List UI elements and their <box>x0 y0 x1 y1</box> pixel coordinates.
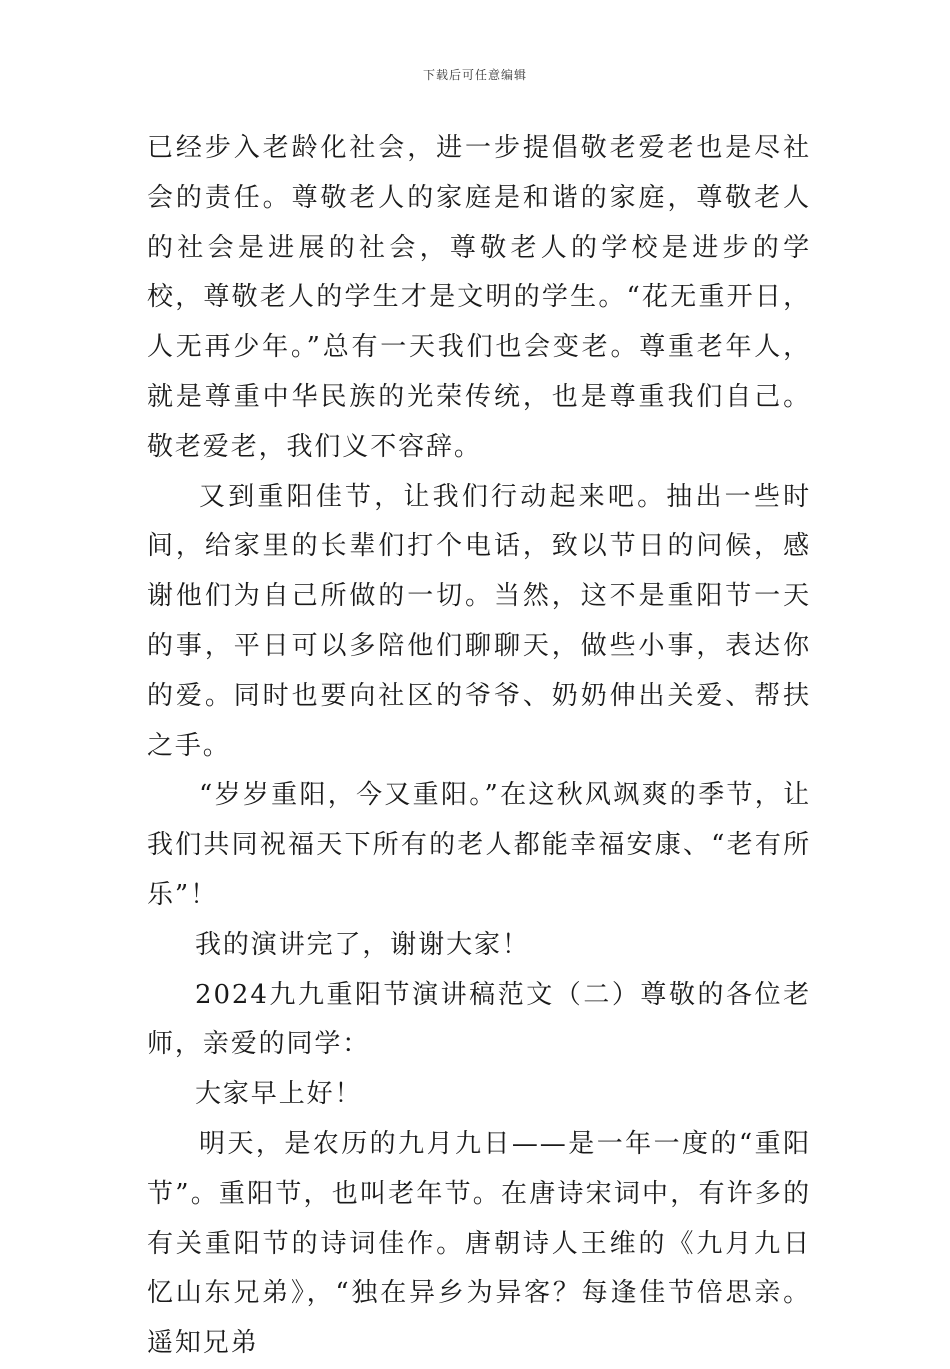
paragraph-1: 已经步入老龄化社会，进一步提倡敬老爱老也是尽社会的责任。尊敬老人的家庭是和谐的家庭，尊敬老人的社会是进展的社会，尊敬老人的学校是进步的学校，尊敬老人的学生才是文明的学生。“花无重开日，人无再少年。”总有一天我们也会变老。尊重老年人，就是尊重中华民族的光荣传统，也是尊重我们自己。敬老爱老，我们义不容辞。 <box>147 133 811 462</box>
paragraph-3: “岁岁重阳，今又重阳。”在这秋风飒爽的季节，让我们共同祝福天下所有的老人都能幸福安康、“老有所乐”！ <box>147 780 811 910</box>
page-header: 下载后可任意编辑 <box>422 68 527 82</box>
paragraph-7: 明天，是农历的九月九日——是一年一度的“重阳节”。重阳节，也叫老年节。在唐诗宋词中，有许多的有关重阳节的诗词佳作。唐朝诗人王维的《九月九日忆山东兄弟》，“独在异乡为异客？每逢佳节倍思亲。遥知兄弟 <box>147 1128 811 1359</box>
document-body <box>147 124 811 1369</box>
paragraph-5: 2024九九重阳节演讲稿范文（二）尊敬的各位老师，亲爱的同学： <box>147 979 811 1060</box>
paragraph-4: 我的演讲完了，谢谢大家！ <box>195 929 530 960</box>
paragraph-2: 又到重阳佳节，让我们行动起来吧。抽出一些时间，给家里的长辈们打个电话，致以节日的问候，感谢他们为自己所做的一切。当然，这不是重阳节一天的事，平日可以多陪他们聊聊天，做些小事，表达你的爱。同时也要向社区的爷爷、奶奶伸出关爱、帮扶之手。 <box>147 481 811 761</box>
paragraph-6: 大家早上好！ <box>195 1079 363 1110</box>
